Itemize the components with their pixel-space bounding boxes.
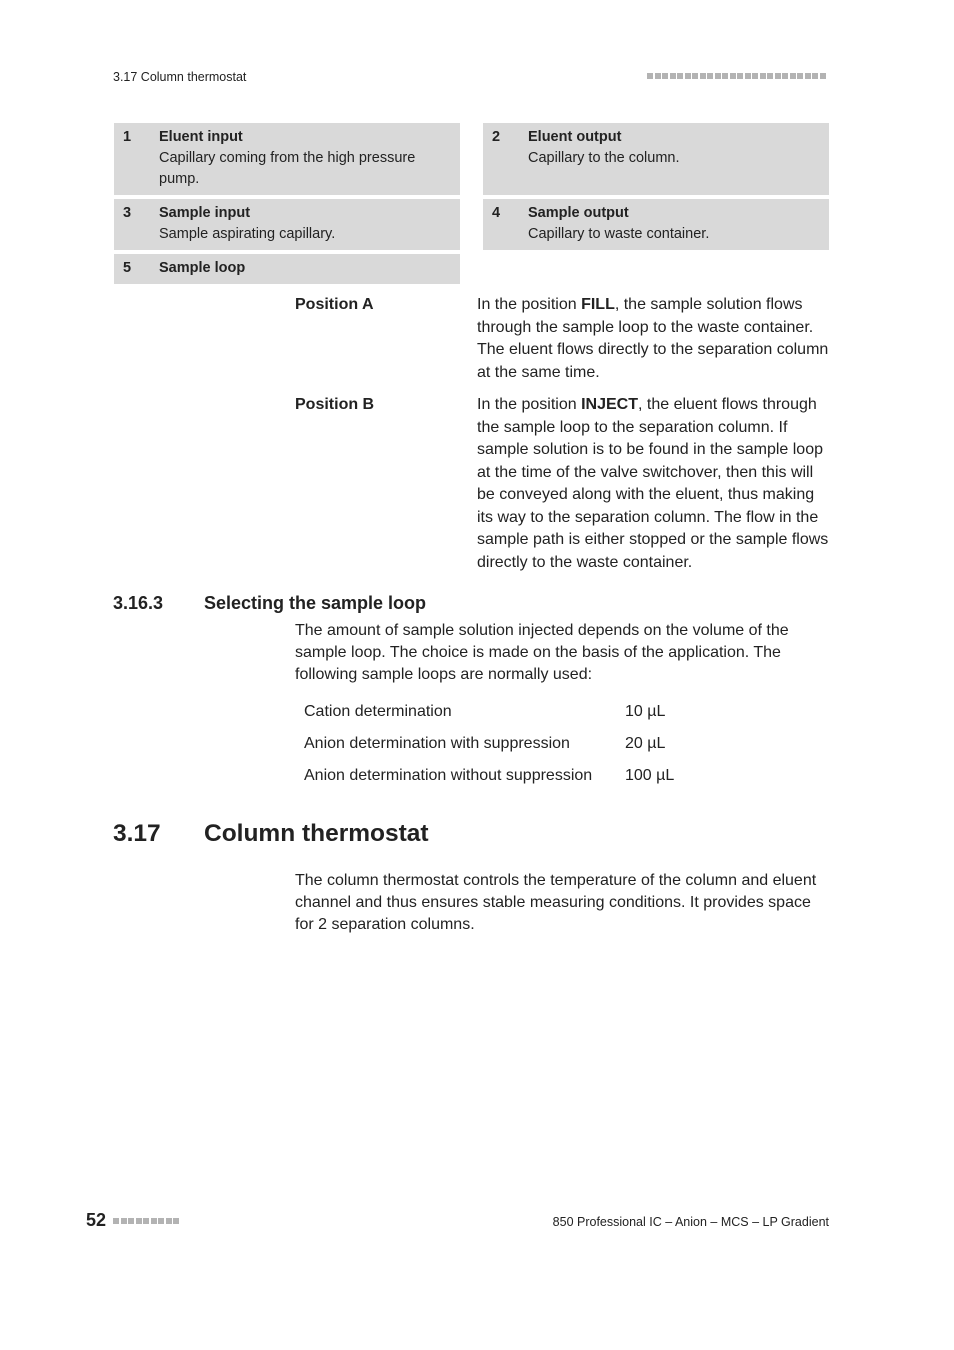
legend-description: Capillary coming from the high pressure pump.: [159, 150, 416, 187]
position-a-term: Position A: [295, 296, 374, 313]
legend-number: 5: [123, 260, 132, 276]
legend-item-4: [483, 199, 829, 250]
sample-loop-volume: 100 µL: [625, 767, 675, 784]
sample-loop-volume: 10 µL: [625, 703, 666, 720]
position-a-text-end: , the sample solution flows through the sample loop to the waste container. The eluent flows directly to the separation column at the same time.: [477, 296, 829, 381]
legend-item-5: [114, 254, 460, 284]
running-header-section: 3.17 Column thermostat: [113, 70, 247, 84]
sample-loop-row: [304, 701, 724, 723]
legend-number: 3: [123, 205, 132, 221]
legend-title: Sample loop: [159, 260, 246, 276]
legend-number: 2: [492, 129, 501, 145]
sample-loop-row: [304, 765, 724, 787]
sample-loop-row: [304, 733, 724, 755]
position-b-description: [477, 394, 832, 574]
section-317-title: Column thermostat: [204, 820, 429, 847]
legend-title: Sample input: [159, 205, 251, 221]
legend-title: Sample output: [528, 205, 629, 221]
position-b-text-start: In the position: [477, 396, 582, 413]
section-317-text: The column thermostat controls the temperature of the column and eluent channel and thus ensures stable measuring conditions. It provides space for 2 separation columns.: [295, 872, 817, 933]
sample-loop-volume: 20 µL: [625, 735, 666, 752]
legend-item-1: [114, 123, 460, 195]
legend-description: Sample aspirating capillary.: [159, 226, 336, 242]
header-decoration: [647, 73, 826, 79]
legend-number: 4: [492, 205, 501, 221]
position-a-keyword: FILL: [581, 296, 615, 313]
legend-description: Capillary to waste container.: [528, 226, 710, 242]
legend-number: 1: [123, 129, 132, 145]
footer-decoration: [113, 1218, 179, 1224]
legend-item-2: [483, 123, 829, 195]
position-b-text-end: , the eluent flows through the sample loop to the separation column. If sample solution is to be found in the sample loop at the time of the valve switchover, then this will be conveyed along with the eluent, thus making its way to the separation column. The flow in the sample path is either stopped or the sample flows directly to the waste container.: [477, 396, 829, 571]
legend-title: Eluent output: [528, 129, 622, 145]
sample-loop-application: Anion determination with suppression: [304, 735, 570, 752]
position-a-text-start: In the position: [477, 296, 582, 313]
sample-loop-application: Cation determination: [304, 703, 452, 720]
legend-title: Eluent input: [159, 129, 243, 145]
position-b-term: Position B: [295, 396, 375, 413]
page-number: 52: [86, 1210, 107, 1230]
legend-item-3: [114, 199, 460, 250]
footer-document-title: 850 Professional IC – Anion – MCS – LP Gradient: [552, 1215, 829, 1229]
section-3163-intro: The amount of sample solution injected depends on the volume of the sample loop. The choice is made on the basis of the application. The following sample loops are normally used:: [295, 622, 789, 683]
position-a-description: [477, 294, 832, 384]
position-b-keyword: INJECT: [581, 396, 638, 413]
section-317-number: 3.17: [113, 820, 161, 847]
legend-description: Capillary to the column.: [528, 150, 680, 166]
section-3163-title: Selecting the sample loop: [204, 593, 427, 613]
sample-loop-application: Anion determination without suppression: [304, 767, 593, 784]
section-3163-number: 3.16.3: [113, 593, 164, 613]
